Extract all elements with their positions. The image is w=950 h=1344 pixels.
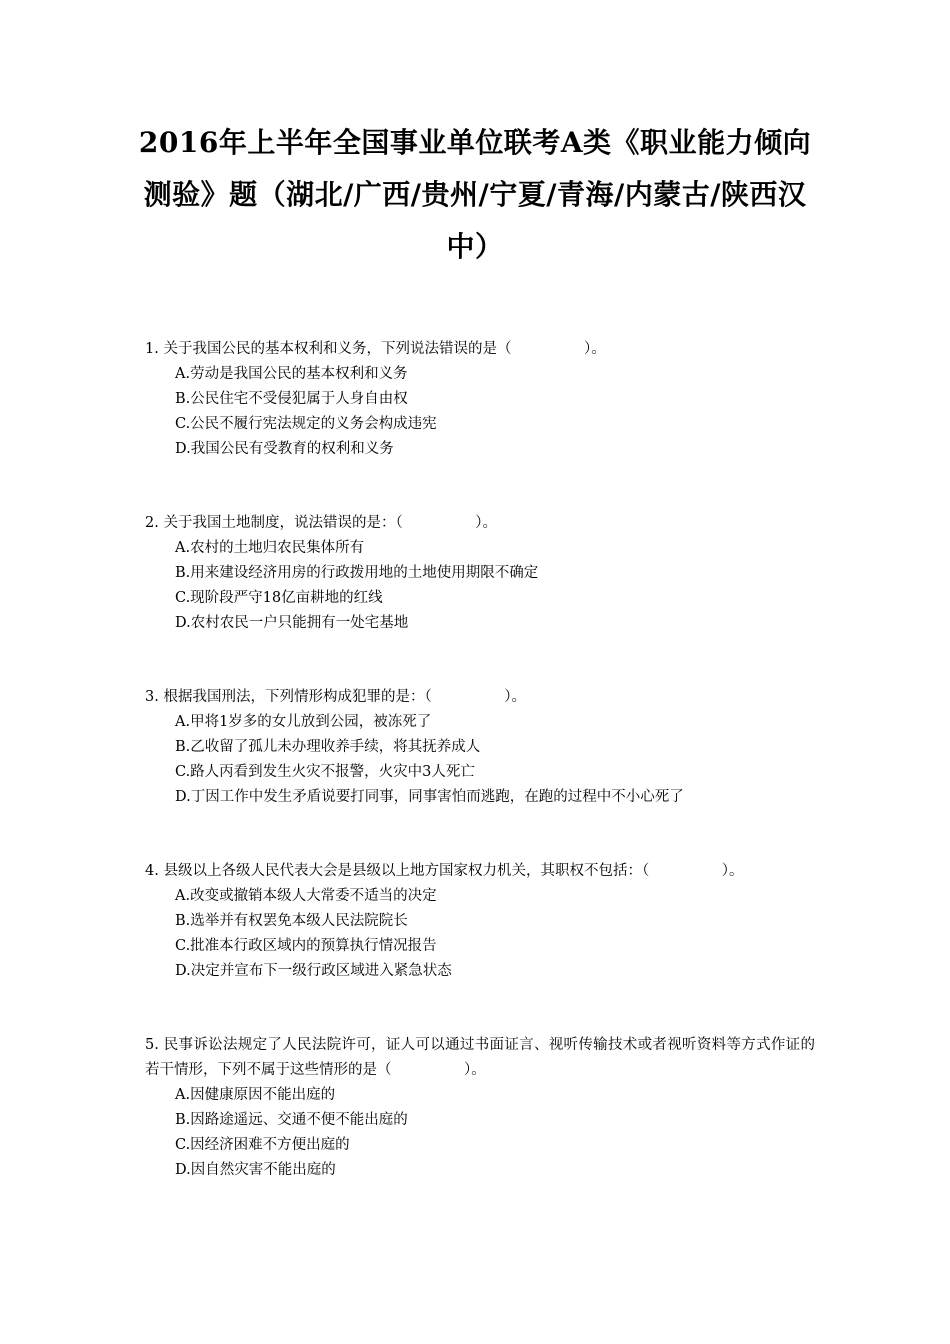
option-b: B.公民住宅不受侵犯属于人身自由权 bbox=[175, 391, 408, 407]
option-c: C.现阶段严守18亿亩耕地的红线 bbox=[175, 590, 383, 606]
option-c: C.批准本行政区域内的预算执行情况报告 bbox=[175, 938, 437, 954]
option-d: D.农村农民一户只能拥有一处宅基地 bbox=[175, 615, 409, 631]
question-stem: 1. 关于我国公民的基本权利和义务，下列说法错误的是（ ）。 bbox=[145, 341, 606, 357]
option-a: A.甲将1岁多的女儿放到公园，被冻死了 bbox=[175, 714, 432, 730]
question-stem: 3. 根据我国刑法，下列情形构成犯罪的是：（ ）。 bbox=[145, 689, 526, 705]
option-c: C.因经济困难不方便出庭的 bbox=[175, 1137, 350, 1153]
document-title: 2016年上半年全国事业单位联考A类《职业能力倾向测验》题（湖北/广西/贵州/宁夏/青海/内蒙古/陕西汉中） bbox=[138, 126, 812, 263]
option-c: C.路人丙看到发生火灾不报警，火灾中3人死亡 bbox=[175, 764, 475, 780]
question-2 bbox=[145, 511, 815, 636]
option-d: D.因自然灾害不能出庭的 bbox=[175, 1162, 336, 1178]
option-a: A.改变或撤销本级人大常委不适当的决定 bbox=[175, 888, 437, 904]
option-b: B.选举并有权罢免本级人民法院院长 bbox=[175, 913, 408, 929]
option-d: D.决定并宣布下一级行政区域进入紧急状态 bbox=[175, 963, 452, 979]
option-a: A.因健康原因不能出庭的 bbox=[175, 1087, 336, 1103]
question-stem: 4. 县级以上各级人民代表大会是县级以上地方国家权力机关，其职权不包括：（ ）。 bbox=[145, 863, 744, 879]
option-c: C.公民不履行宪法规定的义务会构成违宪 bbox=[175, 416, 437, 432]
question-stem: 5. 民事诉讼法规定了人民法院许可，证人可以通过书面证言、视听传输技术或者视听资料等方式作证的若干情形，下列不属于这些情形的是（ ）。 bbox=[145, 1037, 815, 1078]
question-stem: 2. 关于我国土地制度，说法错误的是：（ ）。 bbox=[145, 515, 497, 531]
option-b: B.乙收留了孤儿未办理收养手续，将其抚养成人 bbox=[175, 739, 481, 755]
question-1 bbox=[145, 337, 815, 462]
question-4 bbox=[145, 859, 815, 984]
question-3 bbox=[145, 685, 815, 810]
question-5 bbox=[145, 1033, 815, 1183]
option-b: B.因路途遥远、交通不便不能出庭的 bbox=[175, 1112, 408, 1128]
option-a: A.劳动是我国公民的基本权利和义务 bbox=[175, 366, 408, 382]
option-d: D.丁因工作中发生矛盾说要打同事，同事害怕而逃跑，在跑的过程中不小心死了 bbox=[175, 789, 684, 805]
option-a: A.农村的土地归农民集体所有 bbox=[175, 540, 365, 556]
option-d: D.我国公民有受教育的权利和义务 bbox=[175, 441, 394, 457]
option-b: B.用来建设经济用房的行政拨用地的土地使用期限不确定 bbox=[175, 565, 539, 581]
